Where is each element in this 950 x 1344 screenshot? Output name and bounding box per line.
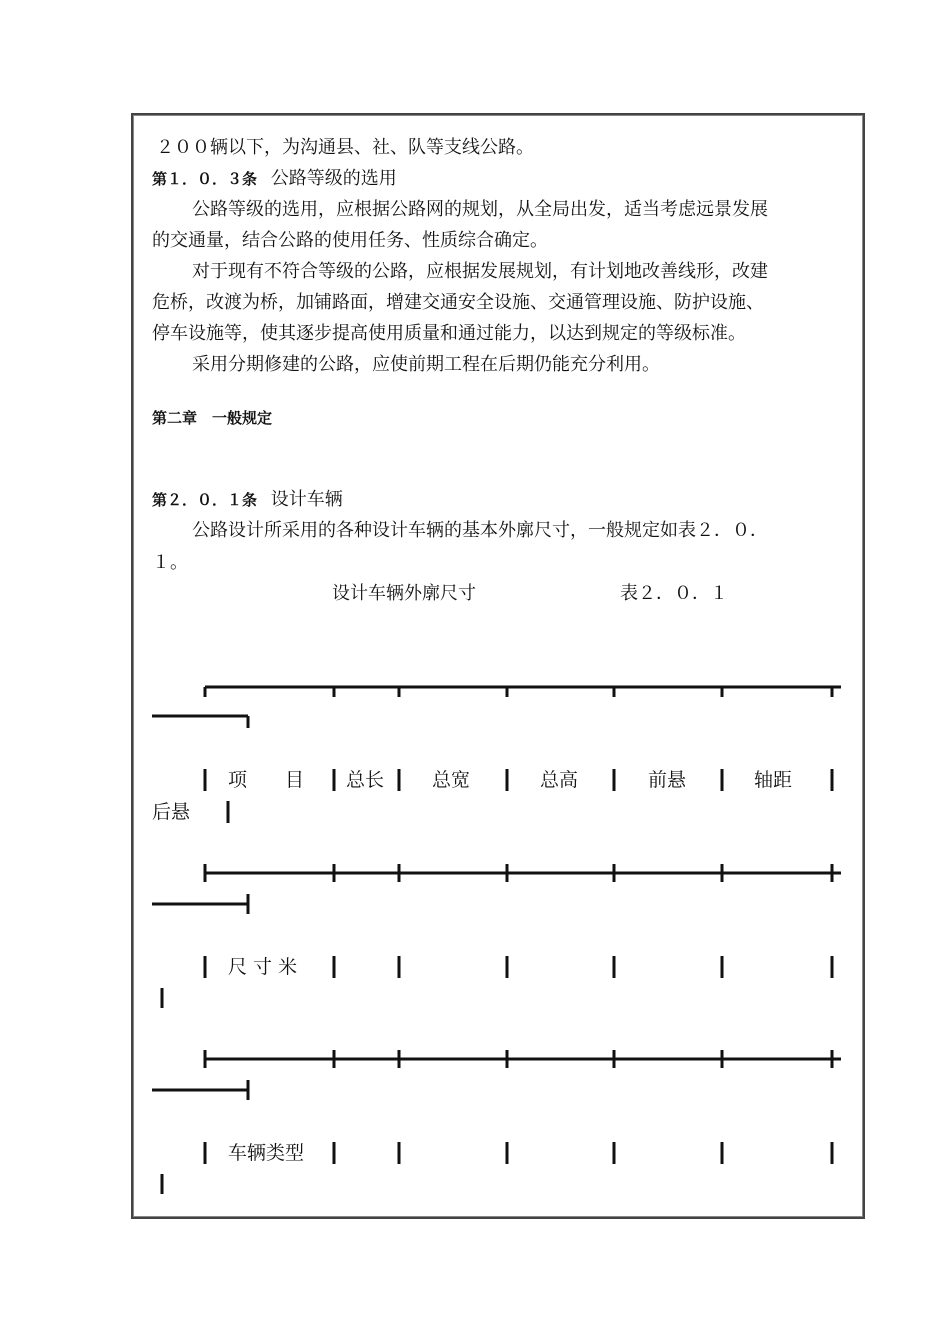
paragraph-1-line-2: 的交通量，结合公路的使用任务、性质综合确定。 [152, 230, 548, 251]
chapter-2-heading: 第二章 一般规定 [152, 409, 273, 427]
text-line-intro: ２００辆以下，为沟通县、社、队等支线公路。 [156, 137, 534, 158]
paragraph-2-line-3: 停车设施等，使其逐步提高使用质量和通过能力，以达到规定的等级标准。 [152, 323, 746, 344]
table-header-rear-overhang: 后悬 [152, 801, 191, 823]
section-2-0-1-title: 设计车辆 [270, 489, 343, 510]
table-number: 表２．０．１ [620, 583, 728, 604]
paragraph-2-line-2: 危桥，改渡为桥，加铺路面，增建交通安全设施、交通管理设施、防护设施、 [152, 292, 764, 313]
paragraph-4-line-2: １。 [152, 552, 188, 573]
paragraph-2-line-1: 对于现有不符合等级的公路，应根据发展规划，有计划地改善线形，改建 [192, 261, 768, 282]
table-header-wheelbase: 轴距 [754, 769, 793, 791]
section-1-0-3-number: 第１．０．３条 [152, 170, 258, 188]
table-header-total-length: 总长 [346, 769, 385, 791]
table-row-1-label: 尺 寸 米 [228, 956, 298, 978]
table-header-total-width: 总宽 [432, 769, 471, 791]
table-row-2-label: 车辆类型 [228, 1142, 305, 1164]
table-header-front-overhang: 前悬 [648, 769, 687, 791]
paragraph-3-line-1: 采用分期修建的公路，应使前期工程在后期仍能充分利用。 [192, 354, 660, 375]
paragraph-1-line-1: 公路等级的选用，应根据公路网的规划，从全局出发，适当考虑远景发展 [192, 199, 768, 220]
section-1-0-3-title: 公路等级的选用 [270, 168, 397, 189]
table-caption: 设计车辆外廓尺寸 [332, 583, 476, 604]
section-2-0-1-number: 第２．０．１条 [152, 491, 258, 509]
table-header-item: 项 目 [228, 769, 305, 791]
table-header-total-height: 总高 [540, 769, 579, 791]
paragraph-4-line-1: 公路设计所采用的各种设计车辆的基本外廓尺寸，一般规定如表２．０． [192, 520, 768, 541]
